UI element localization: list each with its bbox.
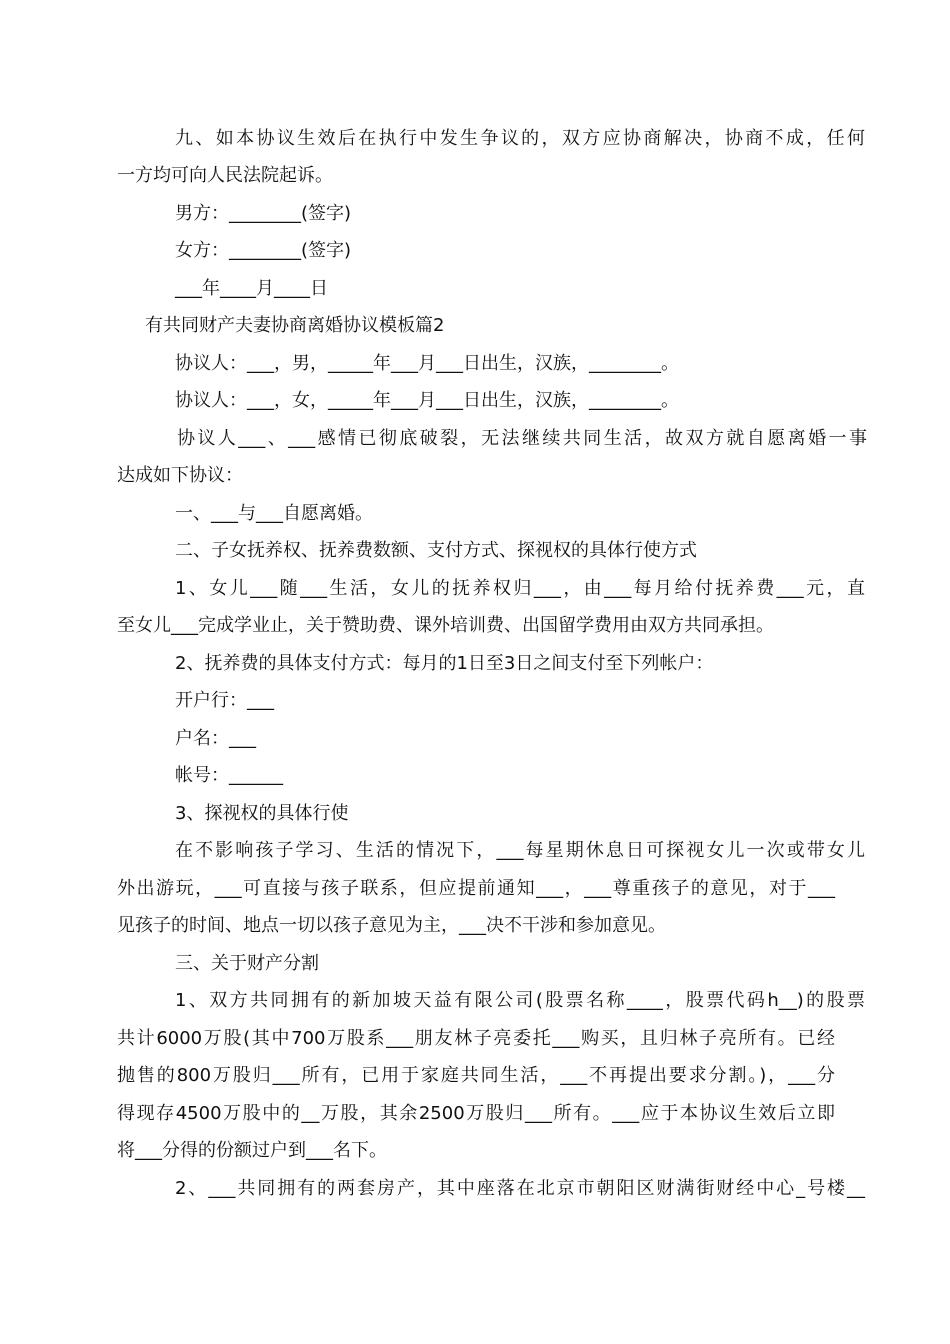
account-name-line: 户名：___ (175, 728, 256, 749)
party-1-line: 协议人：___，男，_____年___月___日出生，汉族，________。 (175, 353, 679, 374)
visitation-line-3: 见孩子的时间、地点一切以孩子意见为主，___决不干涉和参加意见。 (117, 915, 666, 936)
date-line: ___年____月____日 (175, 278, 328, 299)
clause-2-heading: 二、子女抚养权、抚养费数额、支付方式、探视权的具体行使方式 (175, 540, 697, 561)
property-line-3: 抛售的800万股归___所有，已用于家庭共同生活，___不再提出要求分割。)，___分 (117, 1065, 835, 1086)
custody-line-1: 1、女儿___随___生活，女儿的抚养权归___，由___每月给付抚养费___元，直 (175, 578, 865, 599)
clause-9-line-2: 一方均可向人民法院起诉。 (117, 165, 333, 186)
property-line-5: 将___分得的份额过户到___名下。 (117, 1140, 387, 1161)
property-line-2: 共计6000万股(其中700万股系___朋友林子亮委托___购买，且归林子亮所有。已经 (117, 1028, 835, 1049)
custody-line-2: 至女儿___完成学业止，关于赞助费、课外培训费、出国留学费用由双方共同承担。 (117, 615, 774, 636)
male-signature-line: 男方：________(签字) (175, 203, 352, 224)
clause-3-heading: 三、关于财产分割 (175, 953, 319, 974)
visitation-heading: 3、探视权的具体行使 (175, 803, 349, 824)
bank-line: 开户行：___ (175, 690, 274, 711)
clause-1: 一、___与___自愿离婚。 (175, 503, 373, 524)
payment-method-line: 2、抚养费的具体支付方式：每月的1日至3日之间支付至下列帐户： (175, 653, 714, 674)
visitation-line-1: 在不影响孩子学习、生活的情况下，___每星期休息日可探视女儿一次或带女儿 (175, 840, 865, 861)
property-2-line-1: 2、___共同拥有的两套房产，其中座落在北京市朝阳区财满街财经中心_号楼__ (175, 1178, 865, 1199)
section-title: 有共同财产夫妻协商离婚协议模板篇2 (145, 315, 445, 336)
property-line-1: 1、双方共同拥有的新加坡天益有限公司(股票名称____，股票代码h__)的股票 (175, 990, 865, 1011)
party-2-line: 协议人：___，女，_____年___月___日出生，汉族，________。 (175, 390, 679, 411)
visitation-line-2: 外出游玩，___可直接与孩子联系，但应提前通知___，___尊重孩子的意见，对于___ (117, 878, 835, 899)
clause-9-line-1: 九、如本协议生效后在执行中发生争议的，双方应协商解决，协商不成，任何 (175, 128, 865, 149)
female-signature-line: 女方：________(签字) (175, 240, 352, 261)
intro-line-2: 达成如下协议： (117, 465, 243, 486)
property-line-4: 得现存4500万股中的__万股，其余2500万股归___所有。___应于本协议生效后立即 (117, 1103, 835, 1124)
intro-line-1: 协议人___、___感情已彻底破裂，无法继续共同生活，故双方就自愿离婚一事 (177, 428, 867, 449)
account-number-line: 帐号：______ (175, 765, 283, 786)
